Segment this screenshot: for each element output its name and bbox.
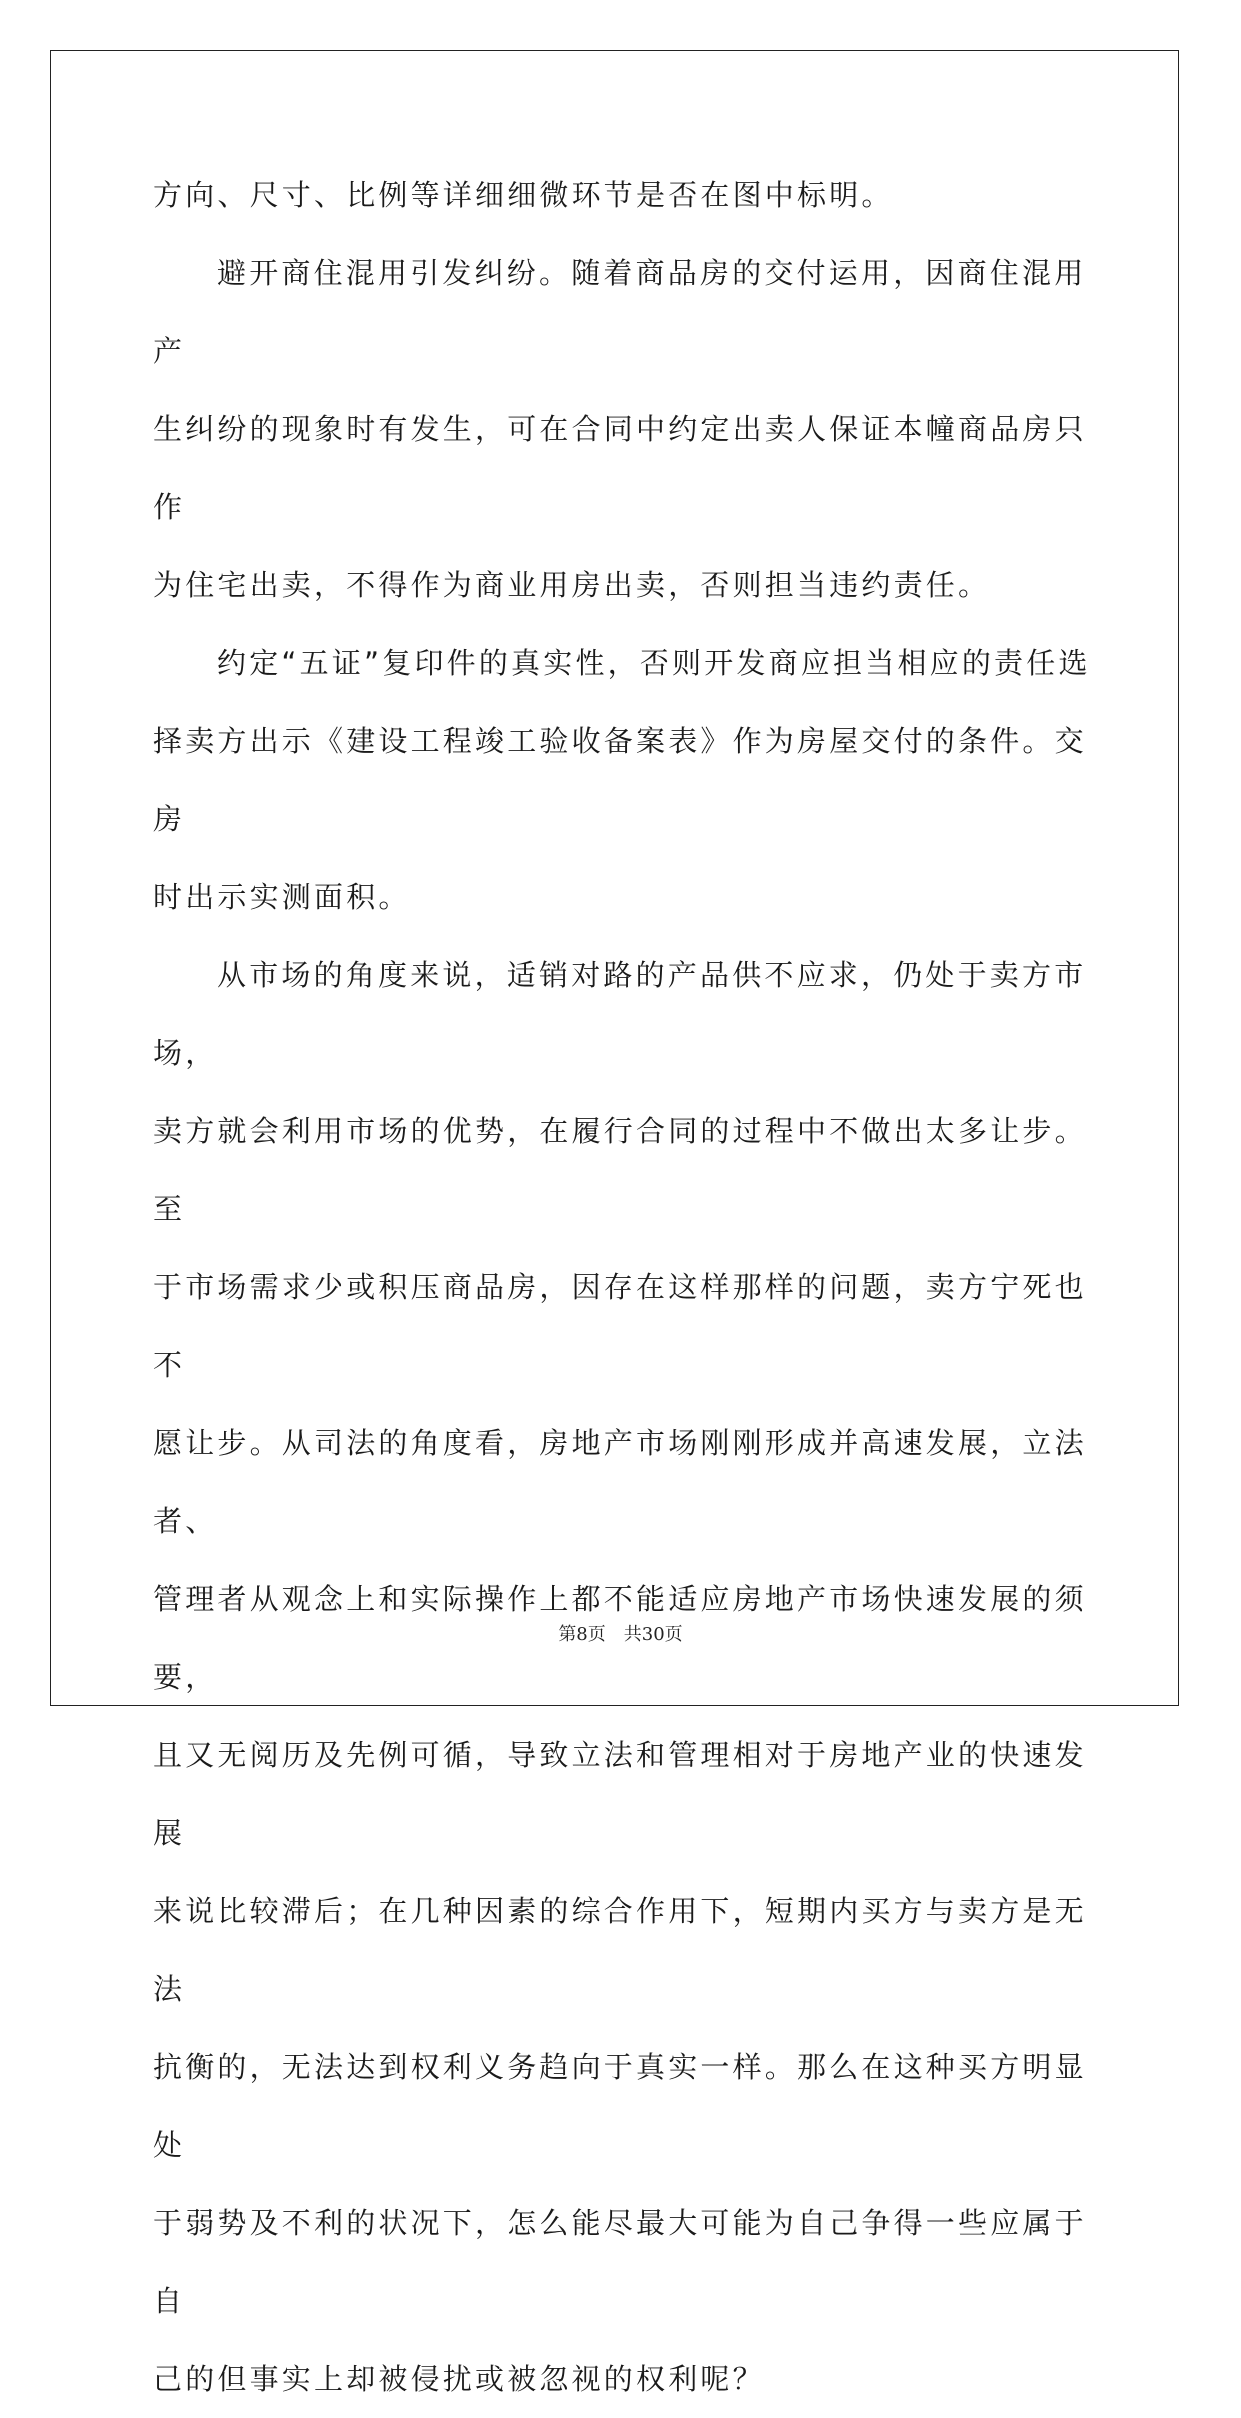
text-line: 方向、尺寸、比例等详细细微环节是否在图中标明。 bbox=[153, 178, 894, 212]
text-line: 管理者从观念上和实际操作上都不能适应房地产市场快速发展的须要， bbox=[153, 1582, 1087, 1694]
text-line: 且又无阅历及先例可循，导致立法和管理相对于房地产业的快速发展 bbox=[153, 1738, 1087, 1850]
text-line: 抗衡的，无法达到权利义务趋向于真实一样。那么在这种买方明显处 bbox=[153, 2050, 1087, 2162]
text-line: 约定“五证”复印件的真实性，否则开发商应担当相应的责任选 bbox=[217, 646, 1091, 680]
page-total: 共30页 bbox=[623, 1624, 683, 1645]
text-line: 于弱势及不利的状况下，怎么能尽最大可能为自己争得一些应属于自 bbox=[153, 2206, 1087, 2318]
text-line: 愿让步。从司法的角度看，房地产市场刚刚形成并高速发展，立法者、 bbox=[153, 1426, 1087, 1538]
text-line: 生纠纷的现象时有发生，可在合同中约定出卖人保证本幢商品房只作 bbox=[153, 412, 1087, 524]
page-footer bbox=[0, 1620, 1241, 1646]
paragraph bbox=[153, 624, 1093, 936]
paragraph bbox=[153, 156, 1093, 234]
text-line: 时出示实测面积。 bbox=[153, 880, 411, 914]
text-line: 择卖方出示《建设工程竣工验收备案表》作为房屋交付的条件。交房 bbox=[153, 724, 1087, 836]
text-line: 避开商住混用引发纠纷。随着商品房的交付运用，因商住混用产 bbox=[153, 256, 1087, 368]
text-line: 卖方就会利用市场的优势，在履行合同的过程中不做出太多让步。至 bbox=[153, 1114, 1087, 1226]
text-line: 为住宅出卖，不得作为商业用房出卖，否则担当违约责任。 bbox=[153, 568, 991, 602]
text-line: 来说比较滞后；在几种因素的综合作用下，短期内买方与卖方是无法 bbox=[153, 1894, 1087, 2006]
page-number: 第8页 bbox=[558, 1624, 606, 1645]
paragraph bbox=[153, 936, 1093, 2418]
text-line: 于市场需求少或积压商品房，因存在这样那样的问题，卖方宁死也不 bbox=[153, 1270, 1087, 1382]
document-body bbox=[153, 156, 1093, 2418]
text-line: 己的但事实上却被侵扰或被忽视的权利呢？ bbox=[153, 2362, 765, 2396]
paragraph bbox=[153, 234, 1093, 624]
text-line: 从市场的角度来说，适销对路的产品供不应求，仍处于卖方市场， bbox=[153, 958, 1087, 1070]
